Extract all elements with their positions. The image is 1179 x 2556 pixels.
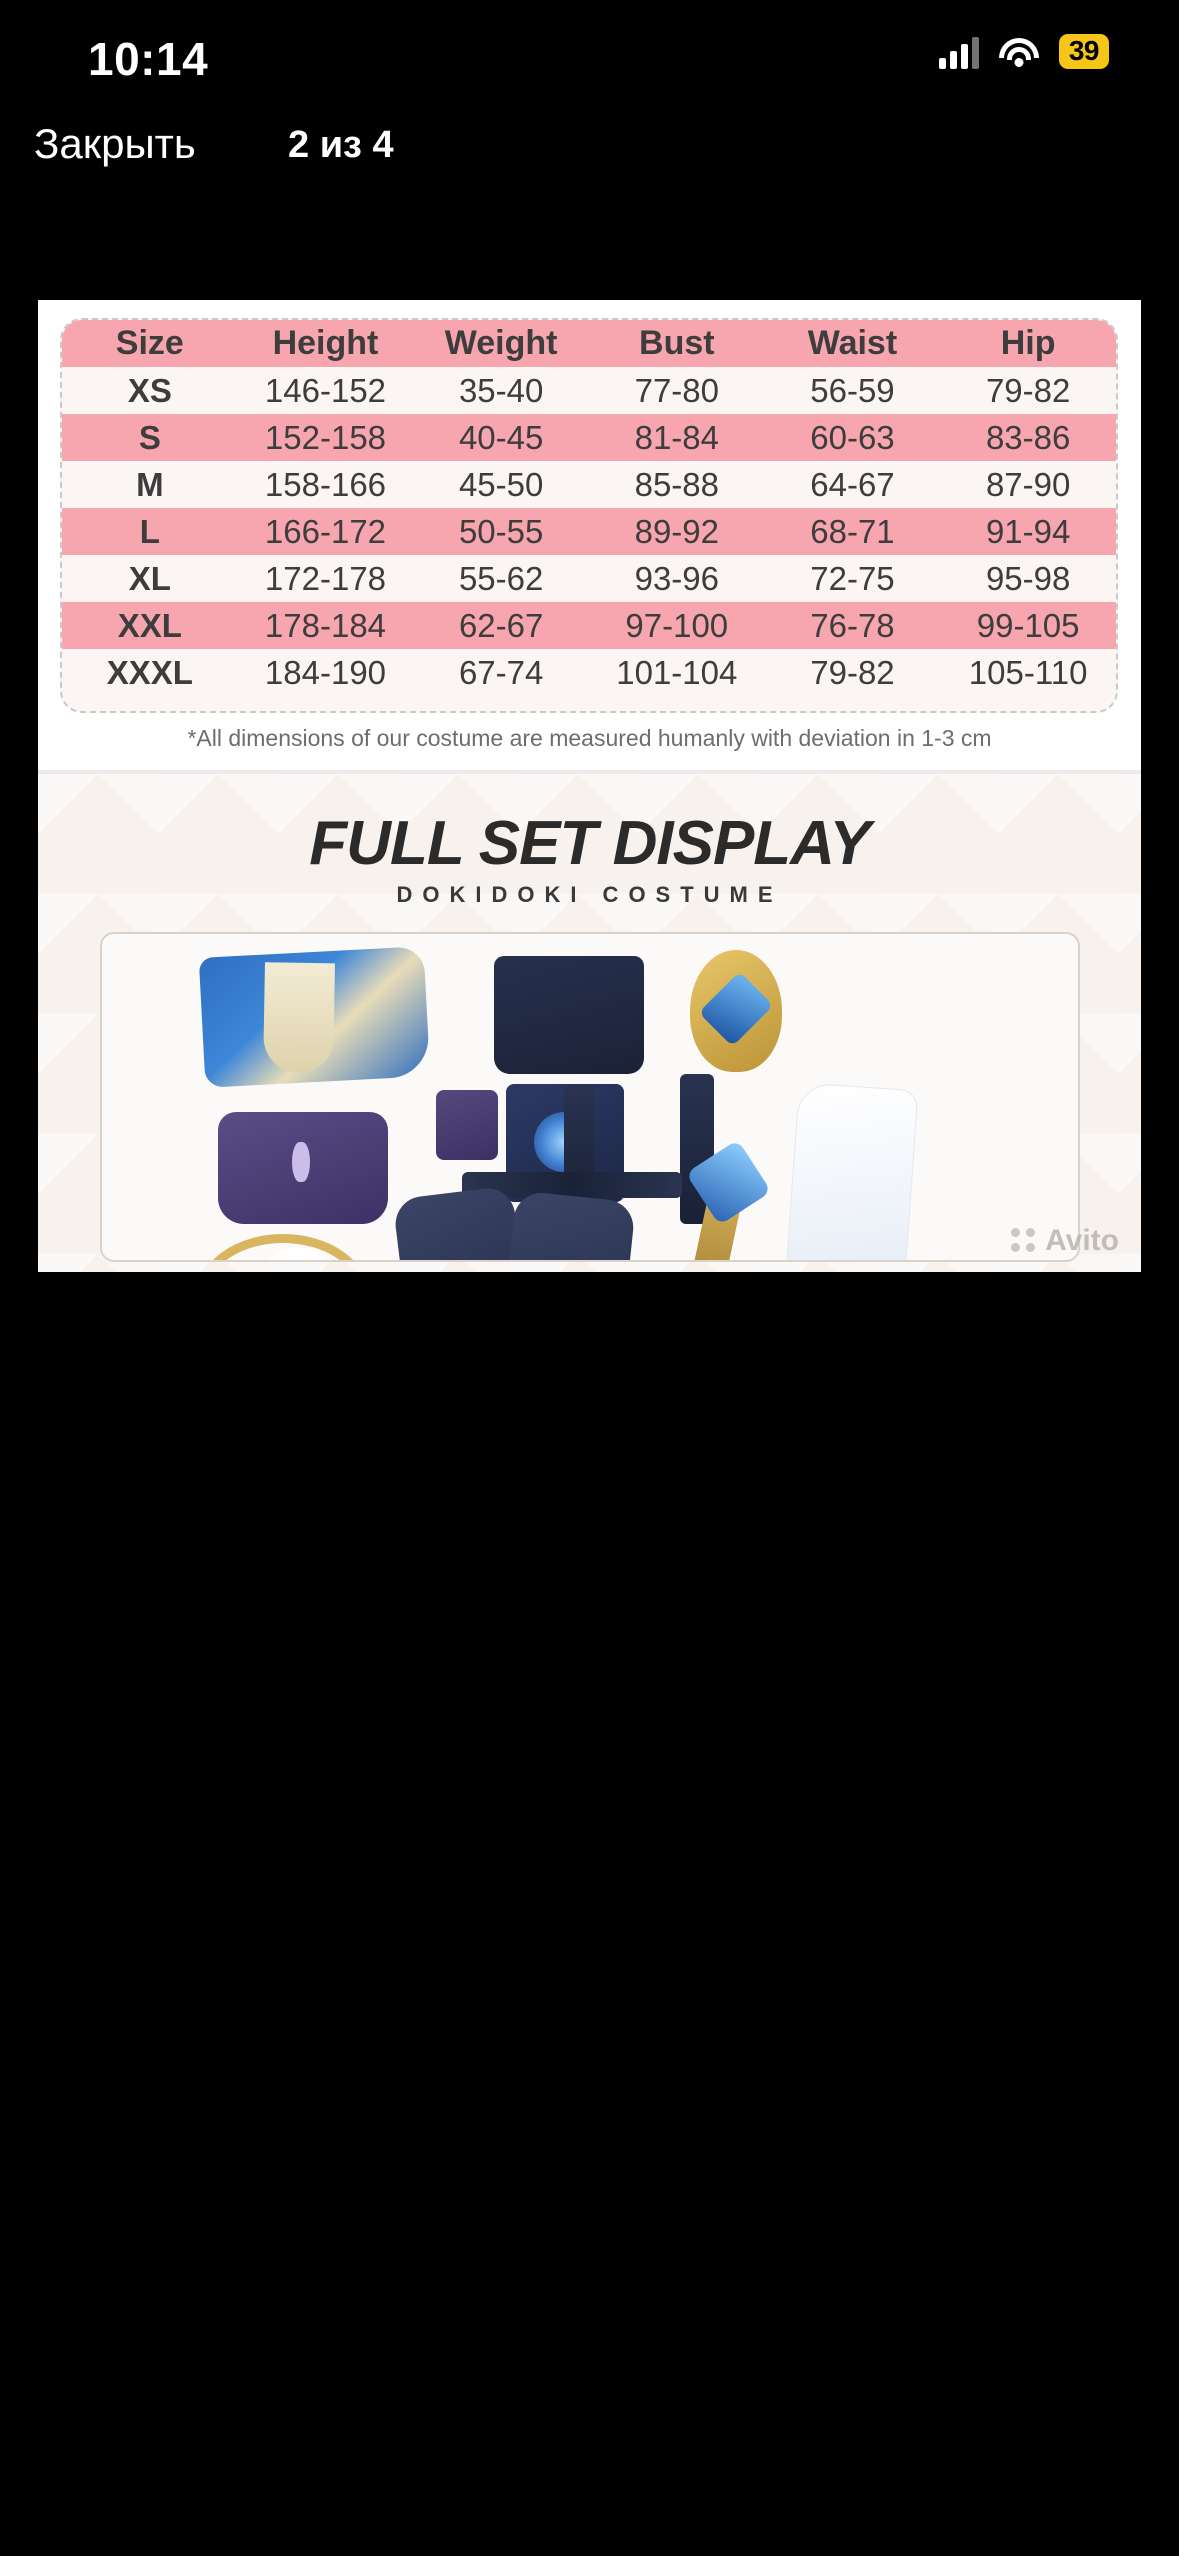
- cell-hip: 95-98: [985, 559, 1071, 597]
- size-chart-table: [62, 320, 1116, 696]
- nav-bar: [0, 108, 1179, 186]
- cell-bust: 89-92: [634, 512, 719, 550]
- table-row: [62, 461, 1116, 508]
- column-header-hip: Hip: [1000, 324, 1056, 362]
- cell-hip: 99-105: [976, 606, 1080, 644]
- full-set-subtitle: DOKIDOKI COSTUME: [396, 882, 783, 907]
- table-row: [62, 414, 1116, 461]
- status-bar: [0, 0, 1179, 108]
- cell-size: XXXL: [106, 653, 193, 691]
- column-header-size: Size: [115, 324, 184, 362]
- size-chart-note: *All dimensions of our costume are measured humanly with deviation in 1-3 cm: [187, 725, 992, 751]
- status-time: 10:14: [88, 33, 209, 85]
- cell-height: 184-190: [264, 653, 387, 691]
- cell-size: L: [139, 512, 160, 550]
- cell-waist: 72-75: [810, 559, 895, 597]
- cell-bust: 81-84: [634, 418, 719, 456]
- cell-weight: 45-50: [458, 465, 544, 503]
- cell-size: XXL: [117, 606, 182, 644]
- cell-waist: 79-82: [810, 653, 895, 691]
- cell-bust: 85-88: [634, 465, 719, 503]
- avito-logo-icon: [1011, 1228, 1037, 1254]
- cell-height: 146-152: [264, 371, 387, 409]
- cell-weight: 62-67: [458, 606, 544, 644]
- headpiece-item: [198, 1234, 368, 1262]
- size-chart-block: [38, 300, 1141, 762]
- cell-waist: 64-67: [810, 465, 895, 503]
- cell-waist: 56-59: [810, 371, 895, 409]
- cell-hip: 105-110: [968, 653, 1088, 691]
- gem-brooch-item: [690, 950, 782, 1072]
- battery-level: 39: [1068, 35, 1099, 66]
- vest-item: [218, 1112, 388, 1224]
- column-header-height: Height: [272, 324, 379, 362]
- table-row: [62, 649, 1116, 696]
- cell-weight: 40-45: [458, 418, 544, 456]
- full-set-title: FULL SET DISPLAY: [309, 809, 870, 878]
- cell-hip: 79-82: [985, 371, 1071, 409]
- cell-weight: 35-40: [458, 371, 544, 409]
- cell-weight: 55-62: [458, 559, 544, 597]
- cell-height: 158-166: [264, 465, 387, 503]
- table-row: [62, 602, 1116, 649]
- battery-indicator: [1059, 34, 1109, 69]
- cell-weight: 67-74: [458, 653, 544, 691]
- status-indicators: [939, 34, 1109, 69]
- cell-size: XS: [127, 371, 172, 409]
- avito-watermark-label: Avito: [1045, 1224, 1119, 1257]
- sleeve-item: [436, 1090, 498, 1160]
- cell-size: XL: [128, 559, 171, 597]
- cell-size: M: [136, 465, 164, 503]
- table-row: [62, 508, 1116, 555]
- cell-hip: 83-86: [985, 418, 1071, 456]
- cellular-signal-icon: [939, 35, 979, 69]
- cell-hip: 91-94: [985, 512, 1071, 550]
- avito-watermark: [1011, 1224, 1119, 1258]
- size-chart-frame: [60, 318, 1118, 713]
- cell-size: S: [138, 418, 161, 456]
- kimono-top-item: [199, 946, 430, 1088]
- cell-waist: 68-71: [810, 512, 895, 550]
- table-row: [62, 555, 1116, 602]
- skirt-item: [494, 956, 644, 1074]
- column-header-weight: Weight: [444, 324, 558, 362]
- glove-right-item: [500, 1190, 636, 1262]
- cell-height: 178-184: [264, 606, 387, 644]
- cell-waist: 60-63: [810, 418, 895, 456]
- full-set-display-block: [38, 774, 1141, 1272]
- table-header-row: [62, 320, 1116, 367]
- wifi-icon: [999, 36, 1039, 68]
- cell-hip: 87-90: [985, 465, 1071, 503]
- cell-height: 166-172: [264, 512, 387, 550]
- product-photo[interactable]: [38, 300, 1141, 1272]
- cell-bust: 77-80: [634, 371, 719, 409]
- cell-bust: 97-100: [625, 606, 729, 644]
- cell-weight: 50-55: [458, 512, 544, 550]
- cell-bust: 93-96: [634, 559, 719, 597]
- cell-waist: 76-78: [810, 606, 895, 644]
- close-button[interactable]: Закрыть: [34, 120, 196, 167]
- column-header-waist: Waist: [807, 324, 898, 362]
- table-row: [62, 367, 1116, 414]
- costume-items-panel: [100, 932, 1080, 1262]
- column-header-bust: Bust: [639, 324, 715, 362]
- cape-item: [781, 1082, 918, 1262]
- image-counter: 2 из 4: [288, 124, 394, 166]
- cell-height: 172-178: [264, 559, 387, 597]
- cell-height: 152-158: [264, 418, 387, 456]
- image-viewer[interactable]: [0, 300, 1179, 1272]
- cell-bust: 101-104: [616, 653, 738, 691]
